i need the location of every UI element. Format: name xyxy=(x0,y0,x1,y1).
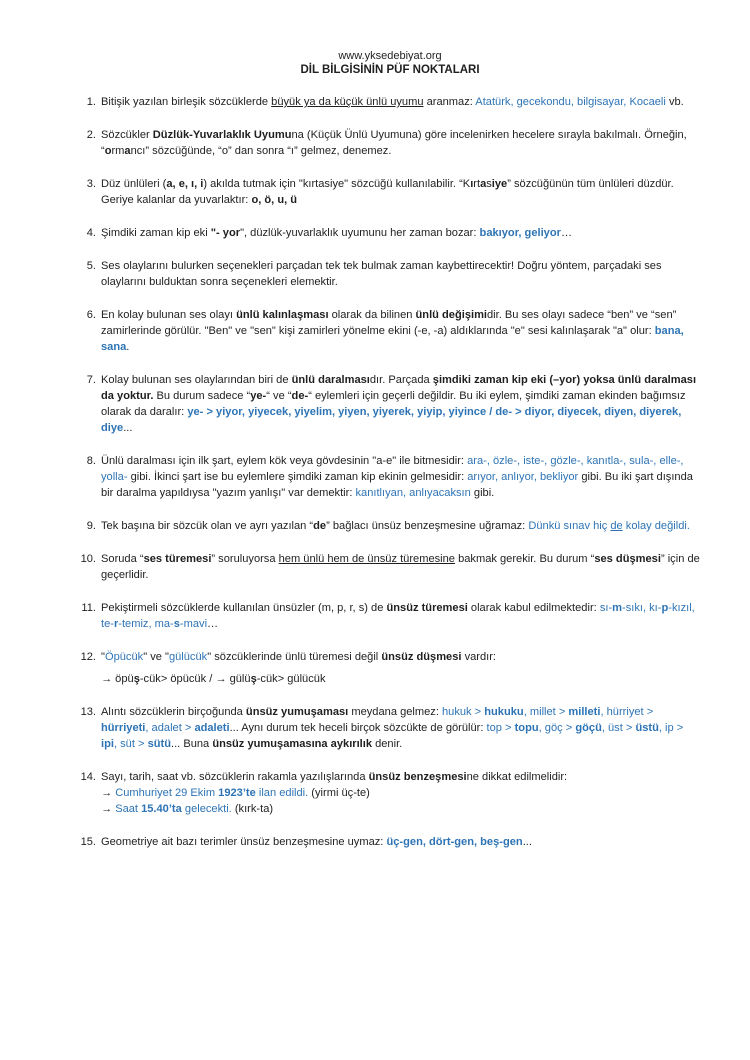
text-segment: dır. Parçada xyxy=(369,374,433,386)
item-text xyxy=(101,374,696,434)
emphasis-text: ünlü daralması xyxy=(291,374,370,386)
example-text: s xyxy=(173,618,180,630)
example-text: -mavi xyxy=(179,618,208,630)
emphasis-text: o, ö, u, ü xyxy=(251,194,298,206)
item-text xyxy=(101,553,700,581)
text-segment: … xyxy=(207,618,219,630)
text-segment: ne dikkat edilmelidir: xyxy=(466,771,568,783)
text-segment: Şimdiki zaman kip eki xyxy=(101,227,211,239)
list-item xyxy=(78,307,702,355)
item-text xyxy=(101,227,572,239)
example-text: kanıtlıyan, anlıyacaksın xyxy=(355,487,471,499)
text-segment: bakmak gerekir. Bu durum “ xyxy=(454,553,595,565)
emphasis-text: ünsüz yumuşamasına aykırılık xyxy=(212,738,373,750)
example-text: arıyor, anlıyor, bekliyor xyxy=(467,471,579,483)
example-text: hukuku xyxy=(484,706,524,718)
emphasis-text: ünsüz benzeşmesi xyxy=(368,771,467,783)
list-item xyxy=(78,372,702,436)
emphasis-text: Düzlük-Yuvarlaklık Uyumu xyxy=(152,129,292,141)
text-segment: olarak kabul edilmektedir: xyxy=(467,602,600,614)
example-text: Saat xyxy=(115,803,142,815)
text-segment: → xyxy=(101,787,116,799)
text-segment: . xyxy=(126,341,130,353)
text-segment: ” için de geçerlidir. xyxy=(101,553,700,581)
item-number: 4. xyxy=(86,227,96,239)
list-item xyxy=(78,453,702,501)
text-segment: vb. xyxy=(665,96,684,108)
text-segment: gibi. İkinci şart ise bu eylemlere şimdiki zaman kip ekinin gelmesidir: xyxy=(127,471,468,483)
text-segment: ... xyxy=(123,422,133,434)
text-segment: gibi. Bu iki şart dışında bir daralma yapıldıysa "yazım yanlışı" var demektir: xyxy=(101,471,693,499)
text-segment: Sözcükler xyxy=(101,129,153,141)
example-text: de xyxy=(610,520,623,532)
list-item xyxy=(78,600,702,632)
text-segment: Ünlü daralması için ilk şart, eylem kök veya gövdesinin "a-e" ile bitmesidir: xyxy=(101,455,468,467)
text-segment: hem ünlü hem de ünsüz türemesine xyxy=(278,553,455,565)
emphasis-text: de xyxy=(313,520,327,532)
text-segment: s xyxy=(486,178,492,190)
example-text: ara-, özle-, iste-, gözle-, kanıtla-, sula-, elle-, yolla- xyxy=(101,455,684,483)
list-item xyxy=(78,649,702,687)
text-segment: ” sözcüğünün tüm ünlüleri düzdür. Geriye kalanlar da yuvarlaktır: xyxy=(101,178,674,206)
text-segment: ” soruluyorsa xyxy=(211,553,279,565)
text-segment: na (Küçük Ünlü Uyumuna) göre incelenirken hecelere sırayla bakılmalı. Örneğin, “ xyxy=(101,129,687,157)
example-text: p xyxy=(661,602,669,614)
text-segment: Düz ünlüleri ( xyxy=(101,178,167,190)
item-number: 6. xyxy=(86,309,96,321)
text-segment: büyük ya da küçük ünlü uyumu xyxy=(271,96,424,108)
text-segment: gibi. xyxy=(470,487,495,499)
list-item xyxy=(78,769,702,817)
text-segment: (kırk-ta) xyxy=(231,803,274,815)
text-segment: " ve " xyxy=(143,651,169,663)
text-segment: Geometriye ait bazı terimler ünsüz benzeşmesine uymaz: xyxy=(101,836,387,848)
item-number: 15. xyxy=(80,836,96,848)
emphasis-text: o xyxy=(104,145,112,157)
example-text: göçü xyxy=(575,722,602,734)
example-text: , hürriyet > xyxy=(600,706,654,718)
emphasis-text: ünsüz yumuşaması xyxy=(245,706,349,718)
example-text: gelecekti. xyxy=(181,803,232,815)
example-text: Öpücük xyxy=(104,651,144,663)
item-number: 5. xyxy=(86,260,96,272)
text-segment: Tek başına bir sözcük olan ve ayrı yazılan “ xyxy=(101,520,314,532)
item-text xyxy=(101,129,687,157)
item-text xyxy=(101,455,693,499)
emphasis-text: iye xyxy=(491,178,508,190)
example-text: -sıkı, kı- xyxy=(622,602,662,614)
example-text: 15.40’ta xyxy=(141,803,182,815)
list-item xyxy=(78,127,702,159)
example-text: adaleti xyxy=(194,722,230,734)
emphasis-text: a xyxy=(124,145,131,157)
item-number: 12. xyxy=(80,651,96,663)
text-segment: Sayı, tarih, saat vb. sözcüklerin rakamla yazılışlarında xyxy=(101,771,369,783)
text-segment: … xyxy=(560,227,573,239)
text-segment: → xyxy=(101,803,116,815)
emphasis-text: a xyxy=(480,178,487,190)
page-title: DİL BİLGİSİNİN PÜF NOKTALARI xyxy=(300,64,480,76)
example-text: Atatürk, gecekondu, bilgisayar, Kocaeli xyxy=(475,96,666,108)
example-text: üstü xyxy=(635,722,659,734)
text-segment: rm xyxy=(111,145,125,157)
text-segment: ” bağlacı ünsüz benzeşmesine uğramaz: xyxy=(326,520,529,532)
example-text: , ip > xyxy=(658,722,684,734)
text-segment: Kolay bulunan ses olaylarından biri de xyxy=(101,374,292,386)
text-segment: -cük> öpücük / → gülü xyxy=(139,673,251,685)
emphasis-text: şimdiki zaman kip eki (–yor) yoksa ünlü daralması da yoktur. xyxy=(101,374,697,402)
text-segment: aranmaz: xyxy=(423,96,476,108)
example-text: hukuk > xyxy=(442,706,485,718)
text-segment: " xyxy=(101,651,105,663)
example-text: 1923’te xyxy=(218,787,256,799)
example-text: bana, sana xyxy=(101,325,684,353)
example-text: top > xyxy=(486,722,515,734)
example-text: ilan edildi. xyxy=(255,787,309,799)
example-text: sı- xyxy=(599,602,613,614)
emphasis-text: ünsüz türemesi xyxy=(386,602,468,614)
example-text: Dünkü sınav hiç xyxy=(528,520,611,532)
text-segment: “ ve “ xyxy=(266,390,292,402)
item-text xyxy=(101,706,683,750)
item-text xyxy=(101,836,532,848)
example-text: ye- > yiyor, yiyecek, yiyelim, yiyen, yiyerek, yiyip, yiyince / de- > diyor, diyecek, diyen, diyerek, diye xyxy=(101,406,682,434)
example-text: kolay değildi. xyxy=(622,520,690,532)
item-number: 10. xyxy=(80,553,96,565)
example-text: gülücük xyxy=(168,651,208,663)
text-segment: " sözcüklerinde ünlü türemesi değil xyxy=(207,651,382,663)
item-number: 8. xyxy=(86,455,96,467)
text-segment: ncı” sözcüğünde, “o” dan sonra “ı” gelmez, denemez. xyxy=(130,145,392,157)
text-segment: ", düzlük-yuvarlaklık uyumunu her zaman bozar: xyxy=(240,227,480,239)
item-number: 2. xyxy=(86,129,96,141)
item-number: 14. xyxy=(80,771,96,783)
item-text xyxy=(101,260,662,288)
item-text xyxy=(101,178,674,206)
list-item xyxy=(78,704,702,752)
text-segment: vardır: xyxy=(461,651,497,663)
emphasis-text: ş xyxy=(250,673,257,685)
text-segment: ... Buna xyxy=(170,738,213,750)
emphasis-text: de- xyxy=(291,390,309,402)
item-text xyxy=(101,520,690,532)
example-text: -kızıl, te- xyxy=(101,602,695,630)
example-text: ipi xyxy=(101,738,114,750)
site-url: www.yksedebiyat.org xyxy=(338,50,442,62)
tips-list xyxy=(78,94,702,850)
emphasis-text: ş xyxy=(133,673,140,685)
text-segment: (yirmi üç-te) xyxy=(308,787,370,799)
example-text: üç-gen, dört-gen, beş-gen xyxy=(386,836,523,848)
text-segment: → öpü xyxy=(101,673,134,685)
text-segment: Alıntı sözcüklerin birçoğunda xyxy=(101,706,246,718)
item-number: 1. xyxy=(86,96,96,108)
text-segment: rt xyxy=(473,178,481,190)
example-text: , göç > xyxy=(538,722,576,734)
list-item xyxy=(78,834,702,850)
list-item xyxy=(78,518,702,534)
item-text xyxy=(101,602,695,630)
emphasis-text: ses türemesi xyxy=(143,553,212,565)
text-segment: dir. Bu ses olayı sadece “ben” ve “sen” zamirlerinde görülür. "Ben" ve "sen" kişi zamirleri yönelme ekini (-e, -a) aldıklarında "e" sesi kalınlaşarak "a" olur: xyxy=(101,309,677,337)
text-segment: olarak da bilinen xyxy=(328,309,416,321)
emphasis-text: "- yor xyxy=(210,227,241,239)
example-text: topu xyxy=(514,722,539,734)
list-item xyxy=(78,225,702,241)
example-text: Cumhuriyet 29 Ekim xyxy=(115,787,219,799)
example-text: hürriyeti xyxy=(101,722,146,734)
text-segment: En kolay bulunan ses olayı xyxy=(101,309,237,321)
item-text xyxy=(101,651,496,685)
text-segment: Pekiştirmeli sözcüklerde kullanılan ünsüzler (m, p, r, s) de xyxy=(101,602,387,614)
text-segment: ... Aynı durum tek heceli birçok sözcükte de görülür: xyxy=(229,722,487,734)
text-segment: Bitişik yazılan birleşik sözcüklerde xyxy=(101,96,272,108)
text-segment: ) akılda tutmak için "kırtasiye" sözcüğü kullanılabilir. “K xyxy=(203,178,471,190)
list-item xyxy=(78,94,702,110)
emphasis-text: a, e, ı, i xyxy=(166,178,204,190)
example-text: m xyxy=(612,602,623,614)
item-number: 3. xyxy=(86,178,96,190)
example-text: -temiz, ma- xyxy=(118,618,174,630)
text-segment: Bu durum sadece “ xyxy=(153,390,251,402)
item-number: 7. xyxy=(86,374,96,386)
text-segment: ... xyxy=(522,836,532,848)
text-segment: Ses olaylarını bulurken seçenekleri parçadan tek tek bulmak zaman kaybettirecektir! Doğru yöntem, parçadaki ses olaylarını bulduktan sonra seçenekleri elemektir. xyxy=(101,260,662,288)
emphasis-text: ünlü değişimi xyxy=(415,309,488,321)
text-segment: denir. xyxy=(372,738,403,750)
item-text xyxy=(101,771,567,815)
text-segment: Soruda “ xyxy=(101,553,144,565)
emphasis-text: ünsüz düşmesi xyxy=(381,651,462,663)
list-item xyxy=(78,551,702,583)
text-segment: meydana gelmez: xyxy=(348,706,442,718)
item-number: 9. xyxy=(86,520,96,532)
item-number: 13. xyxy=(80,706,96,718)
emphasis-text: ünlü kalınlaşması xyxy=(236,309,329,321)
item-text xyxy=(101,96,684,108)
list-item xyxy=(78,258,702,290)
example-text: sütü xyxy=(147,738,171,750)
example-text: r xyxy=(113,618,119,630)
emphasis-text: ı xyxy=(470,178,474,190)
example-text: milleti xyxy=(568,706,601,718)
item-number: 11. xyxy=(81,602,96,614)
list-item xyxy=(78,176,702,208)
example-text: , süt > xyxy=(113,738,148,750)
item-text xyxy=(101,309,684,353)
example-text: , üst > xyxy=(601,722,636,734)
example-text: , adalet > xyxy=(145,722,195,734)
emphasis-text: ses düşmesi xyxy=(594,553,661,565)
example-text: bakıyor, geliyor xyxy=(479,227,561,239)
text-segment: -cük> gülücük xyxy=(256,673,326,685)
emphasis-text: ye- xyxy=(250,390,267,402)
text-segment: “ eylemleri için geçerli değildir. Bu iki eylem, şimdiki zaman ekinden bağımsız olarak da daralır: xyxy=(101,390,686,418)
example-text: , millet > xyxy=(523,706,569,718)
